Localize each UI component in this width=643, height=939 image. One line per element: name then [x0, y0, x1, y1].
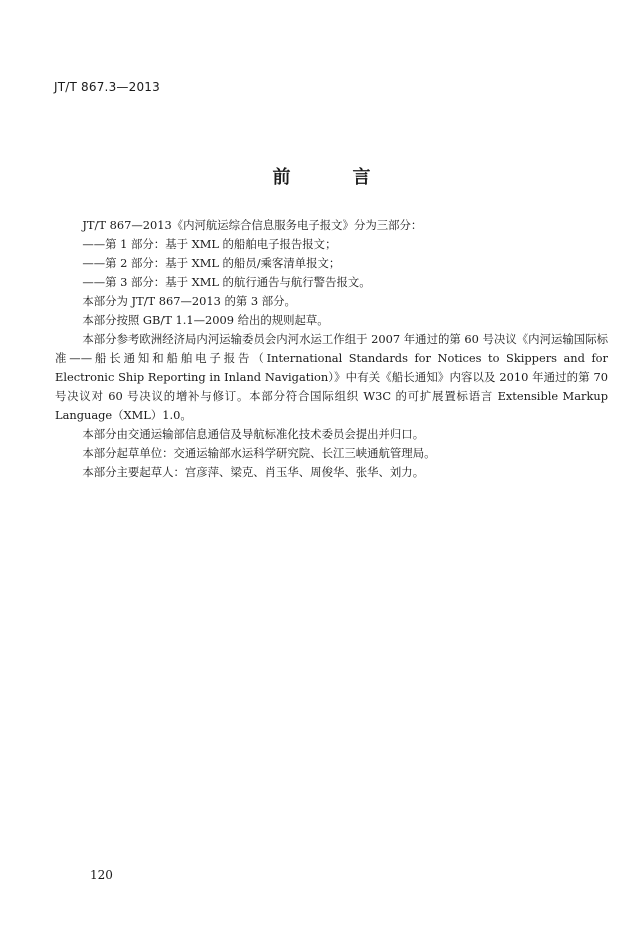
list-item-part-2: ——第 2 部分：基于 XML 的船员/乘客清单报文；: [82, 256, 341, 270]
standard-code-header: JT/T 867.3—2013: [54, 80, 160, 94]
list-item-part-1: ——第 1 部分：基于 XML 的船舶电子报告报文；: [82, 237, 337, 251]
page-title: 前 言: [272, 167, 393, 188]
reference-paragraph: 本部分参考欧洲经济局内河运输委员会内河水运工作组于 2007 年通过的第 60 号决议《内河运输国际标准——船长通知和船舶电子报告（International Standards for Notices to Skippers and for Electronic Ship Reporting in Inland Navigation）》中有关《船长通知》内容以及 2010 年通过的第 70 号决议对 60 号决议的增补与修订。本部分符合国际组织 W3C 的可扩展置标语言 Extensible Markup Language（XML）1.0。: [55, 332, 608, 422]
part-statement-paragraph: 本部分为 JT/T 867—2013 的第 3 部分。: [82, 294, 296, 308]
drafters-paragraph: 本部分主要起草人：宫彦萍、梁克、肖玉华、周俊华、张华、刘力。: [82, 465, 425, 479]
drafting-units-paragraph: 本部分起草单位：交通运输部水运科学研究院、长江三峡通航管理局。: [82, 446, 436, 460]
page-number: 120: [90, 868, 113, 882]
intro-paragraph: JT/T 867—2013《内河航运综合信息服务电子报文》分为三部分：: [82, 218, 423, 232]
drafting-rules-paragraph: 本部分按照 GB/T 1.1—2009 给出的规则起草。: [82, 313, 329, 327]
proposer-paragraph: 本部分由交通运输部信息通信及导航标准化技术委员会提出并归口。: [82, 427, 425, 441]
document-body: [55, 216, 608, 482]
list-item-part-3: ——第 3 部分：基于 XML 的航行通告与航行警告报文。: [82, 275, 371, 289]
